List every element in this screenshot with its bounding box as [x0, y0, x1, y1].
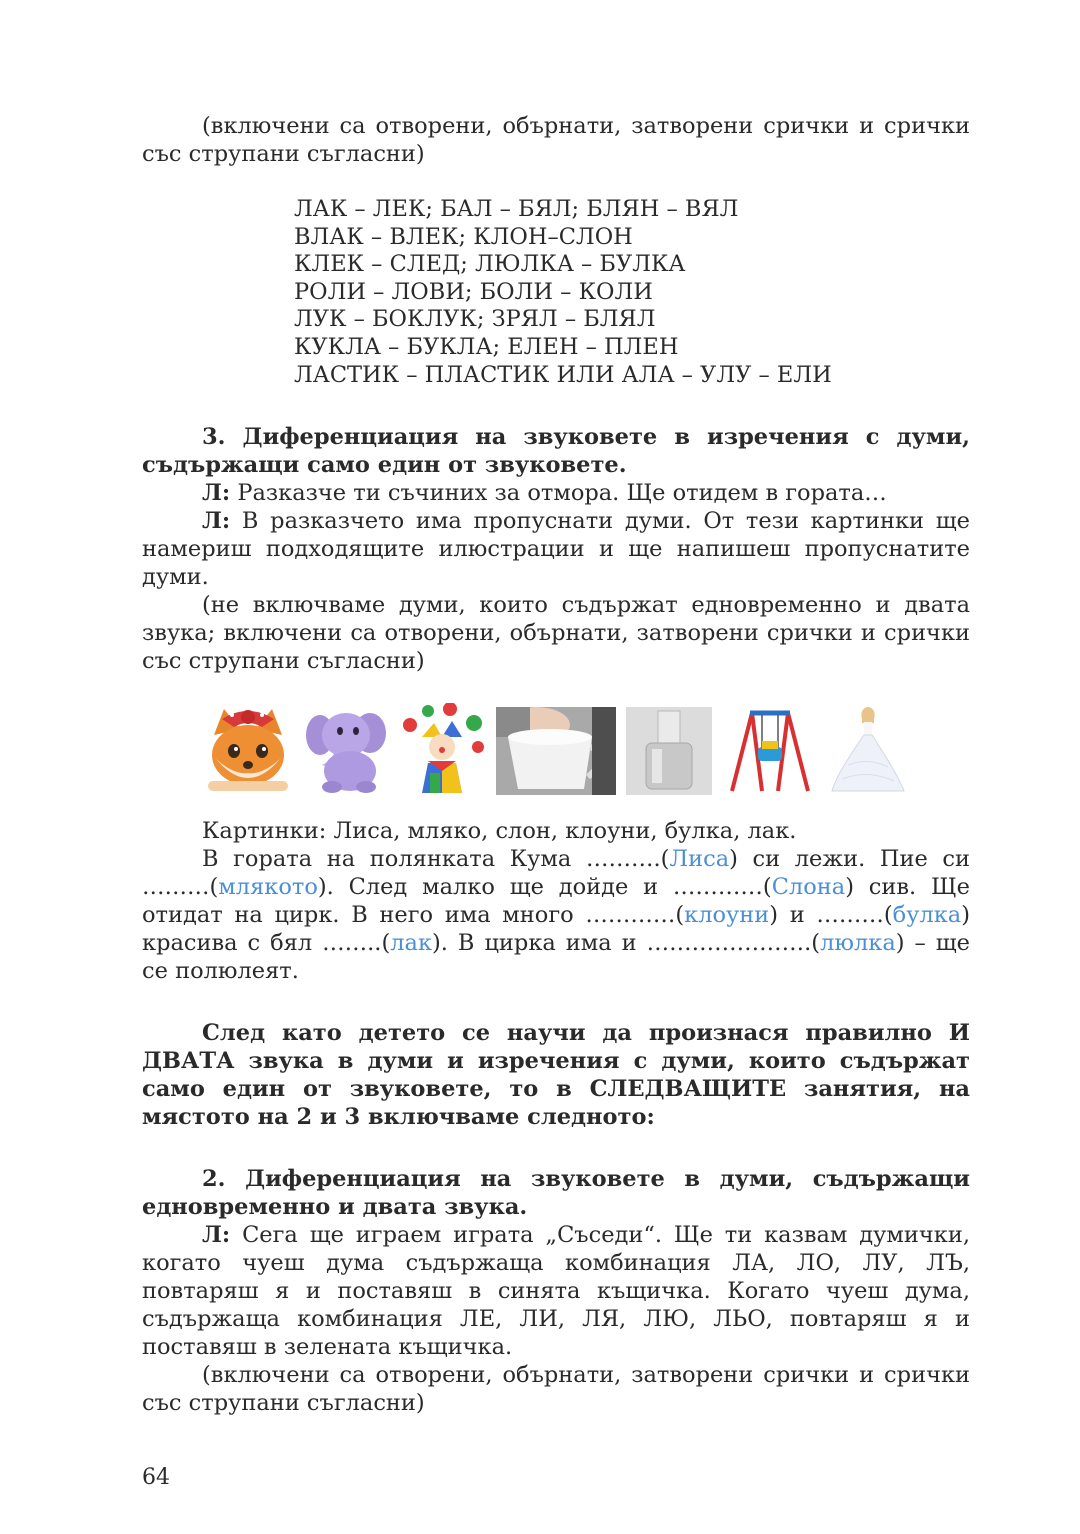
story-paragraph [142, 845, 970, 985]
word-pair-line: КУКЛА – БУКЛА; ЕЛЕН – ПЛЕН [294, 333, 679, 360]
word-pair-line: РОЛИ – ЛОВИ; БОЛИ – КОЛИ [294, 278, 653, 305]
section3-note: (не включваме думи, които съдържат едновременно и двата звука; включени са отворени, обърнати, затворени срички и срички със струпани съгласни) [142, 592, 970, 675]
story-text: ). В цирка има и ………………….( [432, 930, 821, 957]
transition-paragraph: След като детето се научи да произнася правилно И ДВАТА звука в думи и изречения с думи, които съдържат само един от звуковете, то в СЛЕДВАЩИТЕ занятия, на мястото на 2 и 3 включваме следното: [142, 1020, 970, 1131]
word-pair-line: ЛАСТИК – ПЛАСТИК ИЛИ АЛА – УЛУ – ЕЛИ [294, 361, 832, 388]
word-pairs-list [294, 196, 970, 389]
word-pair-line: ЛУК – БОКЛУК; ЗРЯЛ – БЛЯЛ [294, 306, 656, 333]
fill-word: люлка [820, 930, 896, 957]
page-body [142, 112, 970, 1417]
swing-picture [722, 705, 818, 795]
section3-line2-text: В разказчето има пропуснати думи. От тези картинки ще намериш подходящите илюстрации и ще напишеш пропуснатите думи. [142, 508, 970, 591]
fill-word: млякото [218, 874, 318, 901]
speaker-label: Л: [202, 508, 231, 535]
section2-body: Сега ще играем играта „Съседи“. Ще ти казвам думички, когато чуеш дума съдържаща комбинация ЛА, ЛО, ЛУ, ЛЪ, повтаряш я и поставяш в синята къщичка. Когато чуеш дума, съдържаща комбинация ЛЕ, ЛИ, ЛЯ, ЛЮ, ЛЬО, повтаряш я и поставяш в зелената къщичка. [142, 1222, 970, 1361]
story-text: В гората на полянката Кума ……….( [202, 846, 670, 873]
elephant-picture [304, 705, 390, 795]
word-pair-line: ВЛАК – ВЛЕК; КЛОН–СЛОН [294, 223, 633, 250]
story-text: ) сив. Ще отидат на цирк. В него има много …………( [142, 874, 970, 929]
milk-cup-picture [496, 707, 616, 795]
fill-word: лак [390, 930, 433, 957]
fill-word: булка [892, 902, 962, 929]
story-text: ) красива с бял ……..( [142, 902, 970, 957]
section3-line2 [142, 507, 970, 591]
fill-word: клоуни [684, 902, 770, 929]
fill-word: Лиса [669, 846, 730, 873]
story-text: ) и ………( [769, 902, 893, 929]
section2-text [142, 1221, 970, 1361]
pictures-caption: Картинки: Лиса, мляко, слон, клоуни, булка, лак. [202, 818, 797, 845]
pictures-row [202, 699, 970, 795]
nail-polish-picture [626, 707, 712, 795]
speaker-label: Л: [202, 1222, 231, 1249]
section3-line1-text: Разказче ти съчиних за отмора. Ще отидем в гората… [230, 480, 887, 507]
fill-word: Слона [771, 874, 846, 901]
bride-doll-picture [828, 705, 908, 795]
story-text: ). След малко ще дойде и …………( [317, 874, 772, 901]
fox-picture [202, 705, 294, 795]
speaker-label: Л: [202, 480, 231, 507]
story-text: ) – ще се полюлеят. [142, 930, 970, 985]
page-number: 64 [142, 1465, 170, 1490]
word-pair-line: КЛЕК – СЛЕД; ЛЮЛКА – БУЛКА [294, 251, 686, 278]
section3-line1 [142, 479, 970, 507]
story-text: ) си лежи. Пие си ………( [142, 846, 970, 901]
section2-heading: 2. Диференциация на звуковете в думи, съдържащи едновременно и двата звука. [142, 1166, 970, 1221]
section2-note: (включени са отворени, обърнати, затворени срички и срички със струпани съгласни) [142, 1362, 970, 1417]
intro-note: (включени са отворени, обърнати, затворени срички и срички със струпани съгласни) [142, 113, 970, 167]
clown-picture [400, 703, 486, 795]
section3-heading: 3. Диференциация на звуковете в изречения с думи, съдържащи само един от звуковете. [142, 424, 970, 479]
word-pair-line: ЛАК – ЛЕК; БАЛ – БЯЛ; БЛЯН – ВЯЛ [294, 196, 739, 222]
